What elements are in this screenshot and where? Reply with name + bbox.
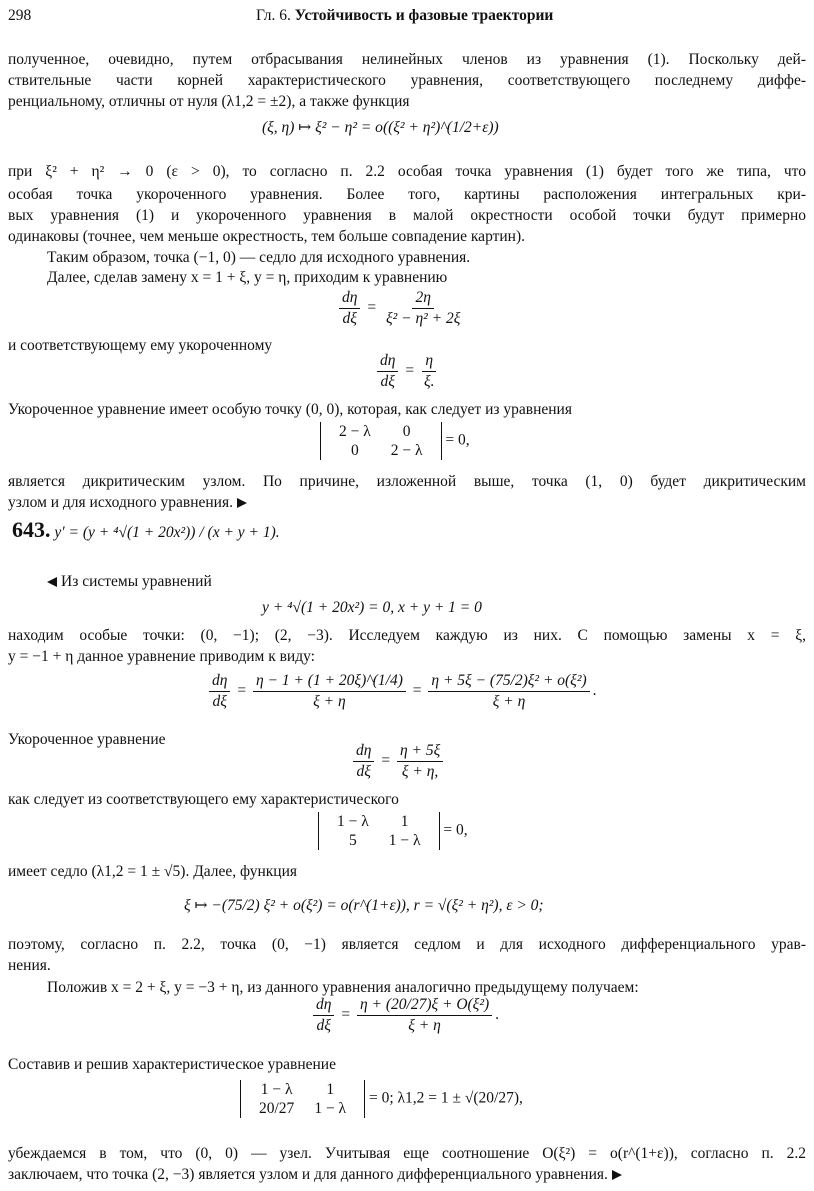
paragraph-line: поэтому, согласно п. 2.2, точка (0, −1) является седлом и для исходного дифференциального урав- xyxy=(8,936,806,953)
equation: $\frac{d\eta}{d\xi}$ = $\frac{\eta}{\xi.}$ xyxy=(374,352,440,391)
determinant: 1 − λ 1 20/27 1 − λ = 0; λ1,2 = 1 ± √(20/27), xyxy=(240,1080,523,1118)
problem-equation: y′ = (y + ⁴√(1 + 20x²)) / (x + y + 1). xyxy=(54,524,280,541)
paragraph-line: убеждаемся в том, что (0, 0) — узел. Учитывая еще соотношение O(ξ²) = o(r^(1+ε)), согласно п. 2.2 xyxy=(8,1145,806,1162)
function-equation: (ξ, η) ↦ ξ² − η² = o((ξ² + η²)^(1/2+ε)) xyxy=(262,119,499,136)
paragraph-line: Положив x = 2 + ξ, y = −3 + η, из данного уравнения аналогично предыдущему получаем: xyxy=(47,979,639,996)
problem-number: 643. xyxy=(12,517,51,542)
paragraph-line: заключаем, что точка (2, −3) является узлом и для данного дифференциального уравнения. xyxy=(8,1165,806,1185)
chapter-number: Гл. 6. xyxy=(256,7,291,24)
chapter-heading xyxy=(256,6,553,26)
chapter-title: Устойчивость и фазовые траектории xyxy=(294,7,554,24)
paragraph-line: и соответствующему ему укороченному xyxy=(8,337,273,354)
paragraph-line: полученное, очевидно, путем отбрасывания нелинейных членов из уравнения (1). Поскольку дей- xyxy=(8,51,806,68)
paragraph-line: нения. xyxy=(8,957,51,974)
paragraph-line: Таким образом, точка (−1, 0) — седло для исходного уравнения. xyxy=(47,249,471,266)
paragraph-line: Укороченное уравнение имеет особую точку (0, 0), которая, как следует из уравнения xyxy=(8,401,572,418)
page-number: 298 xyxy=(8,7,32,24)
paragraph-line: Далее, сделав замену x = 1 + ξ, y = η, приходим к уравнению xyxy=(47,269,448,286)
paragraph-line: узлом и для исходного уравнения. xyxy=(8,493,806,513)
function-equation: ξ ↦ −(75/2) ξ² + o(ξ²) = o(r^(1+ε)), r = √(ξ² + η²), ε > 0; xyxy=(184,897,544,914)
start-of-solution-triangle-icon xyxy=(47,577,57,587)
running-header xyxy=(8,6,804,28)
problem-statement xyxy=(12,517,280,543)
paragraph-line: ренциальному, отличны от нуля (λ1,2 = ±2), а также функция xyxy=(8,93,410,110)
paragraph-line: одинаковы (точнее, чем меньше окрестность, тем больше совпадение картин). xyxy=(8,228,526,245)
paragraph-line: как следует из соответствующего ему характеристического xyxy=(8,791,399,808)
paragraph-line: ствительные части корней характеристического уравнения, соответствующего последнему диффе- xyxy=(8,72,806,89)
end-of-solution-triangle-icon xyxy=(237,498,247,508)
paragraph-line: Укороченное уравнение xyxy=(8,731,166,748)
determinant: 1 − λ 1 5 1 − λ = 0, xyxy=(318,812,468,850)
paragraph-line: Из системы уравнений xyxy=(47,572,814,592)
paragraph-line: является дикритическим узлом. По причине, изложенной выше, точка (1, 0) будет дикритическим xyxy=(8,473,806,490)
equation: $\frac{d\eta}{d\xi}$ = $\frac{\eta + 5\xi}{\xi + \eta,}$ xyxy=(350,742,446,781)
paragraph-line: при ξ² + η² → 0 (ε > 0), то согласно п. 2.2 особая точка уравнения (1) будет того же типа, что xyxy=(8,163,806,180)
equation: $\frac{d\eta}{d\xi}$ = $\frac{\eta - 1 + (1 + 20\xi)\^{}(1/4)}{\xi + \eta}$ = $\frac{\text{η + 5ξ − (75/2)ξ² + o(ξ²)}}{\xi + \eta}$ . xyxy=(206,672,597,711)
paragraph-line: вых уравнения (1) и укороченного уравнения в малой окрестности особой точки будут примерно xyxy=(8,207,806,224)
equation: $\frac{d\eta}{d\xi}$ = $\frac{2\eta}{\text{ξ² − η² + 2ξ}}$ xyxy=(336,289,466,328)
equation-system: y + ⁴√(1 + 20x²) = 0, x + y + 1 = 0 xyxy=(262,599,482,616)
paragraph-line: особая точка укороченного уравнения. Более того, картины расположения интегральных кри- xyxy=(8,186,806,203)
equation: $\frac{d\eta}{d\xi}$ = $\frac{\text{η + (20/27)ξ + O(ξ²)}}{\xi + \eta}$ . xyxy=(310,996,499,1035)
end-of-solution-triangle-icon xyxy=(612,1170,622,1180)
paragraph-line: y = −1 + η данное уравнение приводим к виду: xyxy=(8,648,315,665)
paragraph-line: Составив и решив характеристическое уравнение xyxy=(8,1056,336,1073)
paragraph-line: находим особые точки: (0, −1); (2, −3). Исследуем каждую из них. С помощью замены x = ξ, xyxy=(8,627,806,644)
determinant: 2 − λ 0 0 2 − λ = 0, xyxy=(320,422,470,460)
paragraph-line: имеет седло (λ1,2 = 1 ± √5). Далее, функция xyxy=(8,863,298,880)
